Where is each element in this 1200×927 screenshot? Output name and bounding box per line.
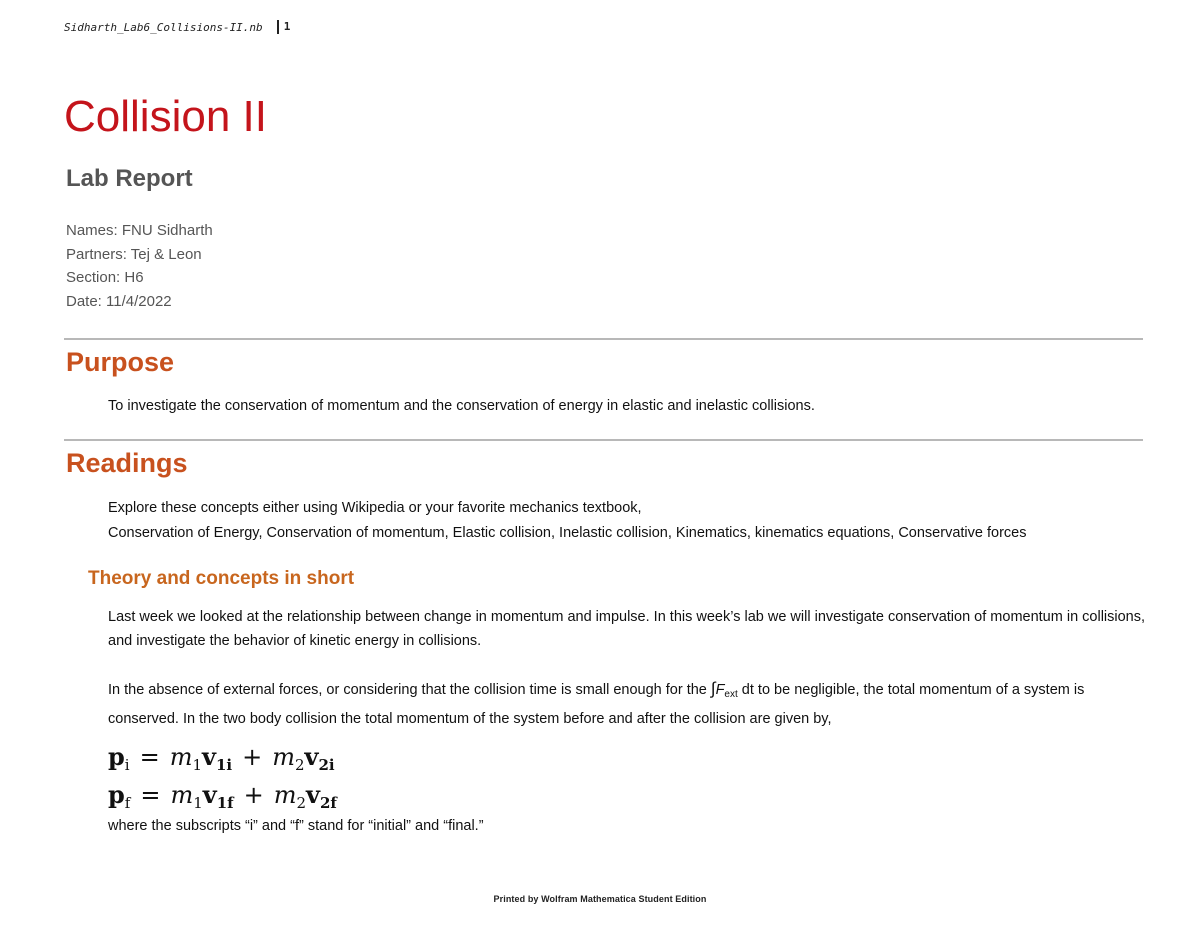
document-title: Collision II (64, 92, 267, 141)
section-line: Section: H6 (66, 269, 144, 286)
integral-symbol: ∫ (710, 679, 716, 698)
readings-heading: Readings (66, 448, 188, 478)
theory-paragraph-1: Last week we looked at the relationship between change in momentum and impulse. In this week’s lab we will investigate conservation of momentum in collisions, and investigate the behavior of kinetic energy in collisions. (108, 609, 1146, 649)
theory-paragraph-2: In the absence of external forces, or considering that the collision time is small enough for the $\int F_{ext}$ dt to be negligible, the total momentum of a system is conserved. In the two body collision the total momentum of the system before and after the collision are given by, (108, 679, 1085, 727)
page-number: 1 (277, 20, 291, 34)
notebook-filename: Sidharth_Lab6_Collisions-II.nb (64, 20, 263, 34)
purpose-text: To investigate the conservation of momentum and the conservation of energy in elastic and inelastic collisions. (108, 398, 815, 414)
page-header (64, 20, 290, 34)
theory-paragraph-3: where the subscripts “i” and “f” stand for “initial” and “final.” (108, 818, 484, 834)
theory-heading: Theory and concepts in short (88, 568, 355, 589)
momentum-equation-initial: $p_i = m_1v_{1i} + m_2v_{2i}$ (108, 742, 335, 774)
partners-line: Partners: Tej & Leon (66, 245, 202, 263)
section-divider (64, 439, 1143, 441)
readings-intro: Explore these concepts either using Wikipedia or your favorite mechanics textbook, (108, 500, 642, 516)
external-force-symbol: $F_{ext}$ (715, 682, 738, 700)
date-line: Date: 11/4/2022 (66, 292, 172, 310)
author-info (66, 219, 213, 313)
readings-topics: Conservation of Energy, Conservation of momentum, Elastic collision, Inelastic collision, Kinematics, kinematics equations, Conservative forces (108, 525, 1027, 541)
page-footer: Printed by Wolfram Mathematica Student Edition (493, 894, 707, 904)
purpose-heading: Purpose (66, 347, 175, 377)
momentum-equation-final: $p_f = m_1v_{1f} + m_2v_{2f}$ (108, 780, 337, 812)
document-subtitle: Lab Report (66, 165, 193, 192)
names-line: Names: FNU Sidharth (66, 222, 213, 239)
section-divider (64, 338, 1143, 340)
